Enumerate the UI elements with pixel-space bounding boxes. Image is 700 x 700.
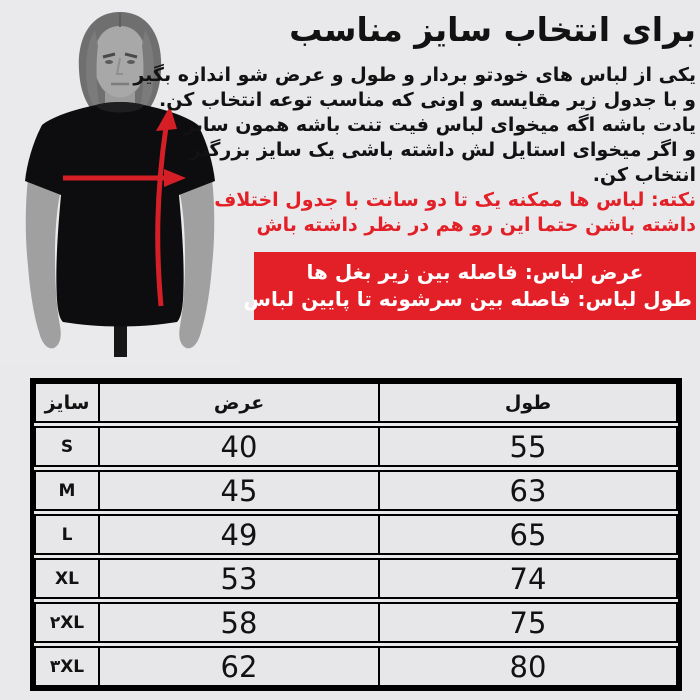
header-length: طول: [504, 391, 552, 414]
header-width: عرض: [100, 384, 380, 421]
cell-width: 40: [100, 428, 380, 465]
size-table-header-row: [34, 382, 678, 423]
cell-length: 80: [509, 649, 547, 684]
cell-length: 74: [509, 561, 547, 596]
definition-width: عرض لباس: فاصله بین زیر بغل ها: [306, 259, 644, 284]
intro-line-2: و با جدول زیر مقایسه و اونی که مناسب توعه انتخاب کن.: [158, 88, 696, 111]
cell-size: ۲XL: [36, 604, 100, 641]
cell-width: 49: [100, 516, 380, 553]
header-size: سایز: [36, 384, 100, 421]
cell-size: S: [36, 428, 100, 465]
cell-length: 65: [509, 517, 547, 552]
cell-size: ۳XL: [36, 648, 100, 685]
table-row-3xl: [34, 646, 678, 687]
table-row-m: [34, 470, 678, 511]
cell-width: 62: [100, 648, 380, 685]
table-row-l: [34, 514, 678, 555]
page-title: برای انتخاب سایز مناسب: [289, 10, 696, 49]
intro-line-1: یکی از لباس های خودتو بردار و طول و عرض شو اندازه بگیر: [133, 63, 696, 86]
table-row-s: [34, 426, 678, 467]
tip-line-1: یادت باشه اگه میخوای لباس فیت تنت باشه همون سایز: [183, 113, 696, 136]
size-table: [30, 378, 682, 691]
tshirt-measurement-photo: [0, 0, 240, 365]
cell-size: M: [36, 472, 100, 509]
definitions-box: [243, 252, 696, 320]
cell-size: L: [36, 516, 100, 553]
cell-size: XL: [36, 560, 100, 597]
definition-length: طول لباس: فاصله بین سرشونه تا پایین لباس: [243, 286, 692, 311]
tip-line-3: انتخاب کن.: [592, 163, 696, 186]
table-row-2xl: [34, 602, 678, 643]
instructions-column: [133, 8, 696, 320]
tip-line-2: و اگر میخوای استایل لش داشته باشی یک سایز بزرگتر: [189, 138, 696, 161]
cell-width: 53: [100, 560, 380, 597]
cell-width: 58: [100, 604, 380, 641]
note-line-2: داشته باشن حتما این رو هم در نظر داشته باش: [256, 213, 696, 236]
tshirt-figure-svg: [0, 0, 240, 365]
cell-length: 63: [509, 473, 547, 508]
table-row-xl: [34, 558, 678, 599]
note-line-1: نکته: لباس ها ممکنه یک تا دو سانت با جدول اختلاف: [214, 188, 696, 211]
cell-length: 75: [509, 605, 547, 640]
cell-length: 55: [509, 429, 547, 464]
cell-width: 45: [100, 472, 380, 509]
